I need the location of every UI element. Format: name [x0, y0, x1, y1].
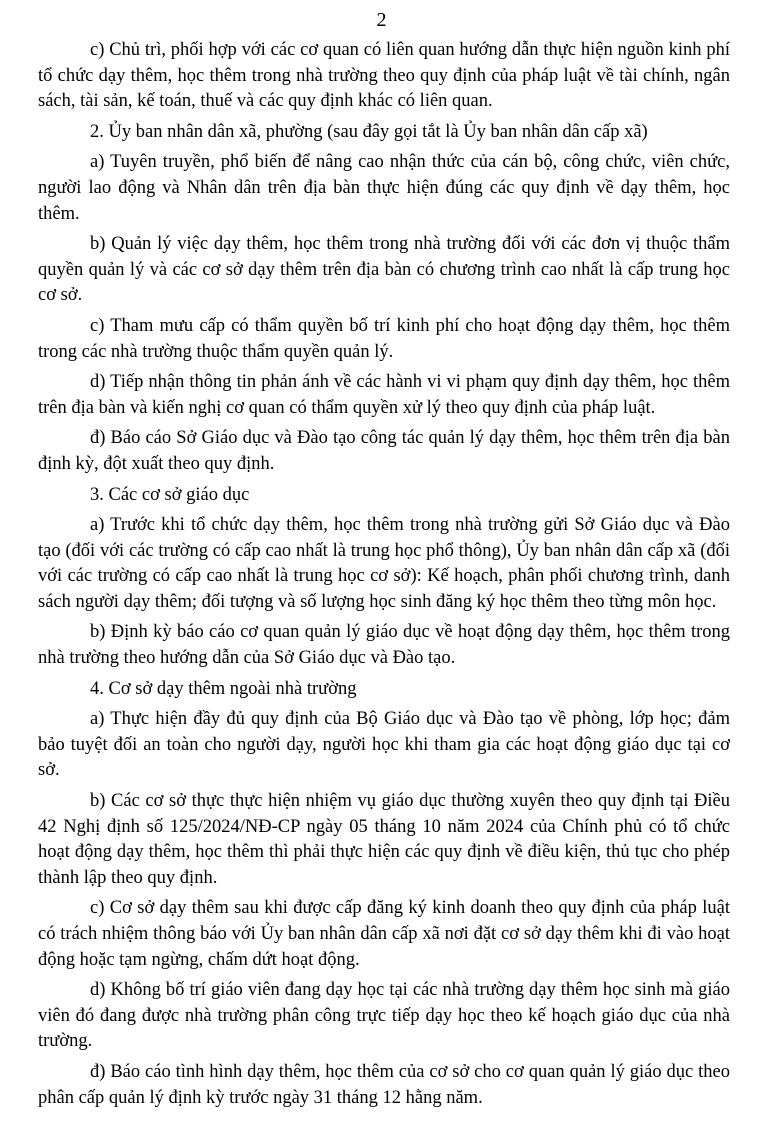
paragraph-4c: c) Cơ sở dạy thêm sau khi được cấp đăng ký kinh doanh theo quy định của pháp luật có trách nhiệm thông báo với Ủy ban nhân dân cấp xã nơi đặt cơ sở dạy thêm khi đi vào hoạt động hoặc tạm ngừng, chấm dứt hoạt động. [38, 898, 730, 970]
paragraph-4a: a) Thực hiện đầy đủ quy định của Bộ Giáo dục và Đào tạo về phòng, lớp học; đảm bảo tuyệt đối an toàn cho người dạy, người học khi tham gia các hoạt động giáo dục tại cơ sở. [38, 709, 730, 781]
paragraph-2b: b) Quản lý việc dạy thêm, học thêm trong nhà trường đối với các đơn vị thuộc thẩm quyền quản lý và các cơ sở dạy thêm trên địa bàn có chương trình cao nhất là cấp trung học cơ sở. [38, 234, 730, 306]
paragraph-1c: c) Chủ trì, phối hợp với các cơ quan có liên quan hướng dẫn thực hiện nguồn kinh phí tổ chức dạy thêm, học thêm trong nhà trường theo quy định của pháp luật về tài chính, ngân sách, tài sản, kế toán, thuế và các quy định khác có liên quan. [38, 40, 730, 112]
page-number: 2 [376, 9, 387, 31]
paragraph-3b: b) Định kỳ báo cáo cơ quan quản lý giáo dục về hoạt động dạy thêm, học thêm trong nhà trường theo hướng dẫn của Sở Giáo dục và Đào tạo. [38, 622, 730, 669]
paragraph-4dd: đ) Báo cáo tình hình dạy thêm, học thêm của cơ sở cho cơ quan quản lý giáo dục theo phân cấp quản lý định kỳ trước ngày 31 tháng 12 hằng năm. [38, 1061, 730, 1108]
paragraph-3a: a) Trước khi tổ chức dạy thêm, học thêm trong nhà trường gửi Sở Giáo dục và Đào tạo (đối với các trường có cấp cao nhất là trung học phổ thông), Ủy ban nhân dân cấp xã (đối với các trường có cấp cao nhất là trung học cơ sở): Kế hoạch, phân phối chương trình, danh sách người dạy thêm; đối tượng và số lượng học sinh đăng ký học thêm theo từng môn học. [38, 515, 730, 612]
paragraph-2a: a) Tuyên truyền, phổ biến để nâng cao nhận thức của cán bộ, công chức, viên chức, người lao động và Nhân dân trên địa bàn thực hiện đúng các quy định về dạy thêm, học thêm. [38, 152, 730, 224]
section-heading-2: 2. Ủy ban nhân dân xã, phường (sau đây gọi tắt là Ủy ban nhân dân cấp xã) [90, 121, 648, 142]
paragraph-2d: d) Tiếp nhận thông tin phản ánh về các hành vi vi phạm quy định dạy thêm, học thêm trên địa bàn và kiến nghị cơ quan có thẩm quyền xử lý theo quy định của pháp luật. [38, 372, 730, 418]
paragraph-4b: b) Các cơ sở thực thực hiện nhiệm vụ giáo dục thường xuyên theo quy định tại Điều 42 Nghị định số 125/2024/NĐ-CP ngày 05 tháng 10 năm 2024 của Chính phủ có tổ chức hoạt động dạy thêm, học thêm thì phải thực hiện các quy định về điều kiện, thủ tục cho phép thành lập theo quy định. [38, 791, 730, 888]
paragraph-2c: c) Tham mưu cấp có thẩm quyền bố trí kinh phí cho hoạt động dạy thêm, học thêm trong các nhà trường thuộc thẩm quyền quản lý. [38, 315, 730, 362]
document-body [38, 38, 730, 1116]
section-heading-3: 3. Các cơ sở giáo dục [90, 484, 250, 505]
paragraph-4d: d) Không bố trí giáo viên đang dạy học tại các nhà trường dạy thêm học sinh mà giáo viên đó đang được nhà trường phân công trực tiếp dạy học theo kế hoạch giáo dục của nhà trường. [38, 980, 730, 1052]
section-heading-4: 4. Cơ sở dạy thêm ngoài nhà trường [90, 678, 357, 699]
paragraph-2dd: đ) Báo cáo Sở Giáo dục và Đào tạo công tác quản lý dạy thêm, học thêm trên địa bàn định kỳ, đột xuất theo quy định. [38, 428, 730, 474]
